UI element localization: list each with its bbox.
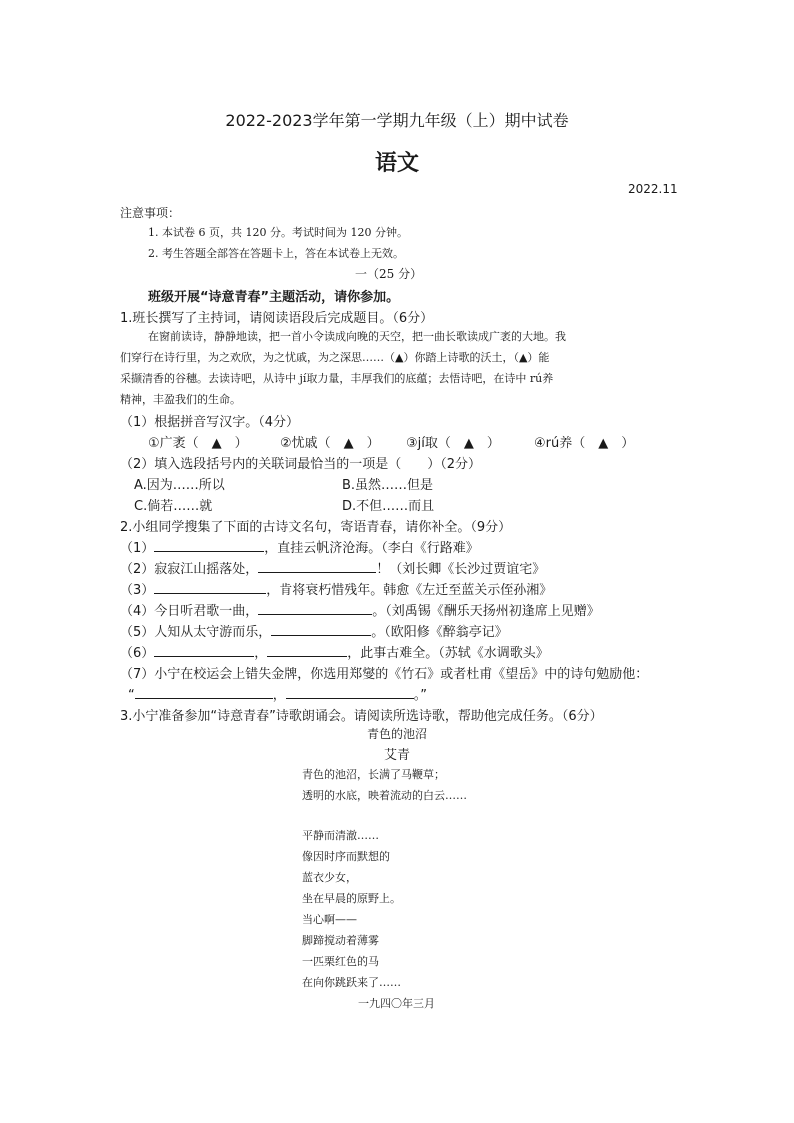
- answer-blank[interactable]: [258, 560, 376, 573]
- answer-blank[interactable]: [286, 686, 414, 699]
- poem-line: 一匹栗红色的马: [302, 955, 379, 968]
- quote-line-7: （7）小宁在校运会上错失金牌，你选用郑燮的《竹石》或者杜甫《望岳》中的诗句勉励他：: [120, 667, 649, 682]
- quote-line-1: [120, 537, 479, 556]
- poem-line: 当心啊——: [302, 913, 357, 926]
- answer-blank[interactable]: [154, 644, 254, 657]
- poem-line: 透明的水底，映着流动的白云……: [302, 789, 467, 802]
- quote-text: 人知从太守游而乐，: [154, 625, 272, 640]
- option-b: B.虽然……但是: [342, 478, 434, 493]
- poem-date: 一九四〇年三月: [358, 997, 435, 1010]
- poem-line: 脚蹄搅动着薄雾: [302, 934, 379, 947]
- poem-line: 坐在早晨的原野上。: [302, 892, 401, 905]
- pinyin-item: ③jí取（ ▲ ）: [406, 436, 500, 451]
- quote-text: ，: [254, 646, 268, 661]
- pinyin-item: ④rú养（ ▲ ）: [534, 436, 635, 451]
- quote-line-7-answer: [128, 684, 427, 703]
- close-quote: 。”: [413, 688, 428, 703]
- quote-number: （5）: [120, 625, 155, 640]
- quote-number: （4）: [120, 604, 155, 619]
- quote-line-4: [120, 600, 600, 619]
- quote-text: 寂寂江山摇落处，: [154, 562, 259, 577]
- note-item: 2. 考生答题全部答在答题卡上，答在本试卷上无效。: [148, 247, 404, 260]
- poem-title: 青色的池沼: [366, 727, 427, 741]
- quote-text: 。（欧阳修《醉翁亭记》: [371, 625, 508, 640]
- open-quote: “: [128, 688, 135, 703]
- quote-number: （1）: [120, 541, 155, 556]
- poem-line: 青色的池沼，长满了马鞭草；: [302, 768, 445, 781]
- poem-author: 艾青: [383, 748, 410, 763]
- option-d: D.不但……而且: [342, 499, 435, 514]
- exam-title: 2022-2023学年第一学期九年级（上）期中试卷: [225, 111, 569, 130]
- poem-line: 像因时序而默想的: [302, 850, 390, 863]
- poem-line: 平静而清澈……: [302, 829, 379, 842]
- pinyin-item: ①广袤（ ▲ ）: [148, 436, 248, 451]
- passage-line: 精神，丰盈我们的生命。: [120, 393, 241, 406]
- section-label: 一（25 分）: [355, 267, 423, 281]
- option-a: A.因为……所以: [134, 478, 225, 493]
- passage-line: 在窗前读诗，静静地读，把一首小令读成向晚的天空，把一曲长歌读成广袤的大地。我: [148, 330, 566, 343]
- quote-number: （3）: [120, 583, 155, 598]
- exam-date: 2022.11: [628, 182, 678, 196]
- quote-line-5: [120, 621, 508, 640]
- passage-line: 们穿行在诗行里，为之欢欣，为之忧戚，为之深思……（▲）你踏上诗歌的沃土，（▲）能: [120, 351, 550, 364]
- note-item: 1. 本试卷 6 页，共 120 分。考试时间为 120 分钟。: [148, 226, 408, 239]
- quote-text: 。（刘禹锡《酬乐天扬州初逢席上见赠》: [372, 604, 600, 619]
- option-c: C.倘若……就: [134, 499, 213, 514]
- quote-number: （2）: [120, 562, 155, 577]
- question-3-stem: 3.小宁准备参加“诗意青春”诗歌朗诵会。请阅读所选诗歌，帮助他完成任务。（6分）: [120, 709, 603, 724]
- notes-heading: 注意事项：: [120, 206, 181, 220]
- answer-blank[interactable]: [271, 623, 371, 636]
- comma: ，: [272, 688, 286, 703]
- answer-blank[interactable]: [154, 581, 266, 594]
- question-1-sub2: （2）填入选段括号内的关联词最恰当的一项是（ ）（2分）: [120, 457, 482, 472]
- passage-line: 采撷清香的谷穗。去读诗吧，从诗中 jí取力量，丰厚我们的底蕴；去悟诗吧，在诗中 rú养: [120, 372, 554, 385]
- poem-line: 在向你跳跃来了……: [302, 976, 401, 989]
- quote-line-6: [120, 642, 549, 661]
- quote-text: ，此事古难全。（苏轼《水调歌头》: [347, 646, 549, 661]
- answer-blank[interactable]: [258, 602, 372, 615]
- pinyin-item: ②忧戚（ ▲ ）: [280, 436, 380, 451]
- quote-text: ，直挂云帆济沧海。（李白《行路难》: [264, 541, 479, 556]
- quote-text: 今日听君歌一曲，: [154, 604, 259, 619]
- quote-text: ！（刘长卿《长沙过贾谊宅》: [376, 562, 546, 577]
- answer-blank[interactable]: [135, 686, 273, 699]
- question-1-sub1: （1）根据拼音写汉字。（4分）: [120, 415, 300, 430]
- poem-line: 蓝衣少女，: [302, 871, 357, 884]
- subject-title: 语文: [374, 151, 419, 176]
- quote-line-2: [120, 558, 545, 577]
- quote-line-3: [120, 579, 552, 598]
- quote-text: ，肯将衰朽惜残年。韩愈《左迁至蓝关示侄孙湘》: [266, 583, 553, 598]
- question-1-stem: 1.班长撰写了主持词，请阅读语段后完成题目。（6分）: [120, 311, 434, 326]
- answer-blank[interactable]: [154, 539, 264, 552]
- section-intro: 班级开展“诗意青春”主题活动，请你参加。: [148, 290, 400, 305]
- answer-blank[interactable]: [267, 644, 347, 657]
- question-2-stem: 2.小组同学搜集了下面的古诗文名句，寄语青春，请你补全。（9分）: [120, 520, 512, 535]
- quote-number: （6）: [120, 646, 155, 661]
